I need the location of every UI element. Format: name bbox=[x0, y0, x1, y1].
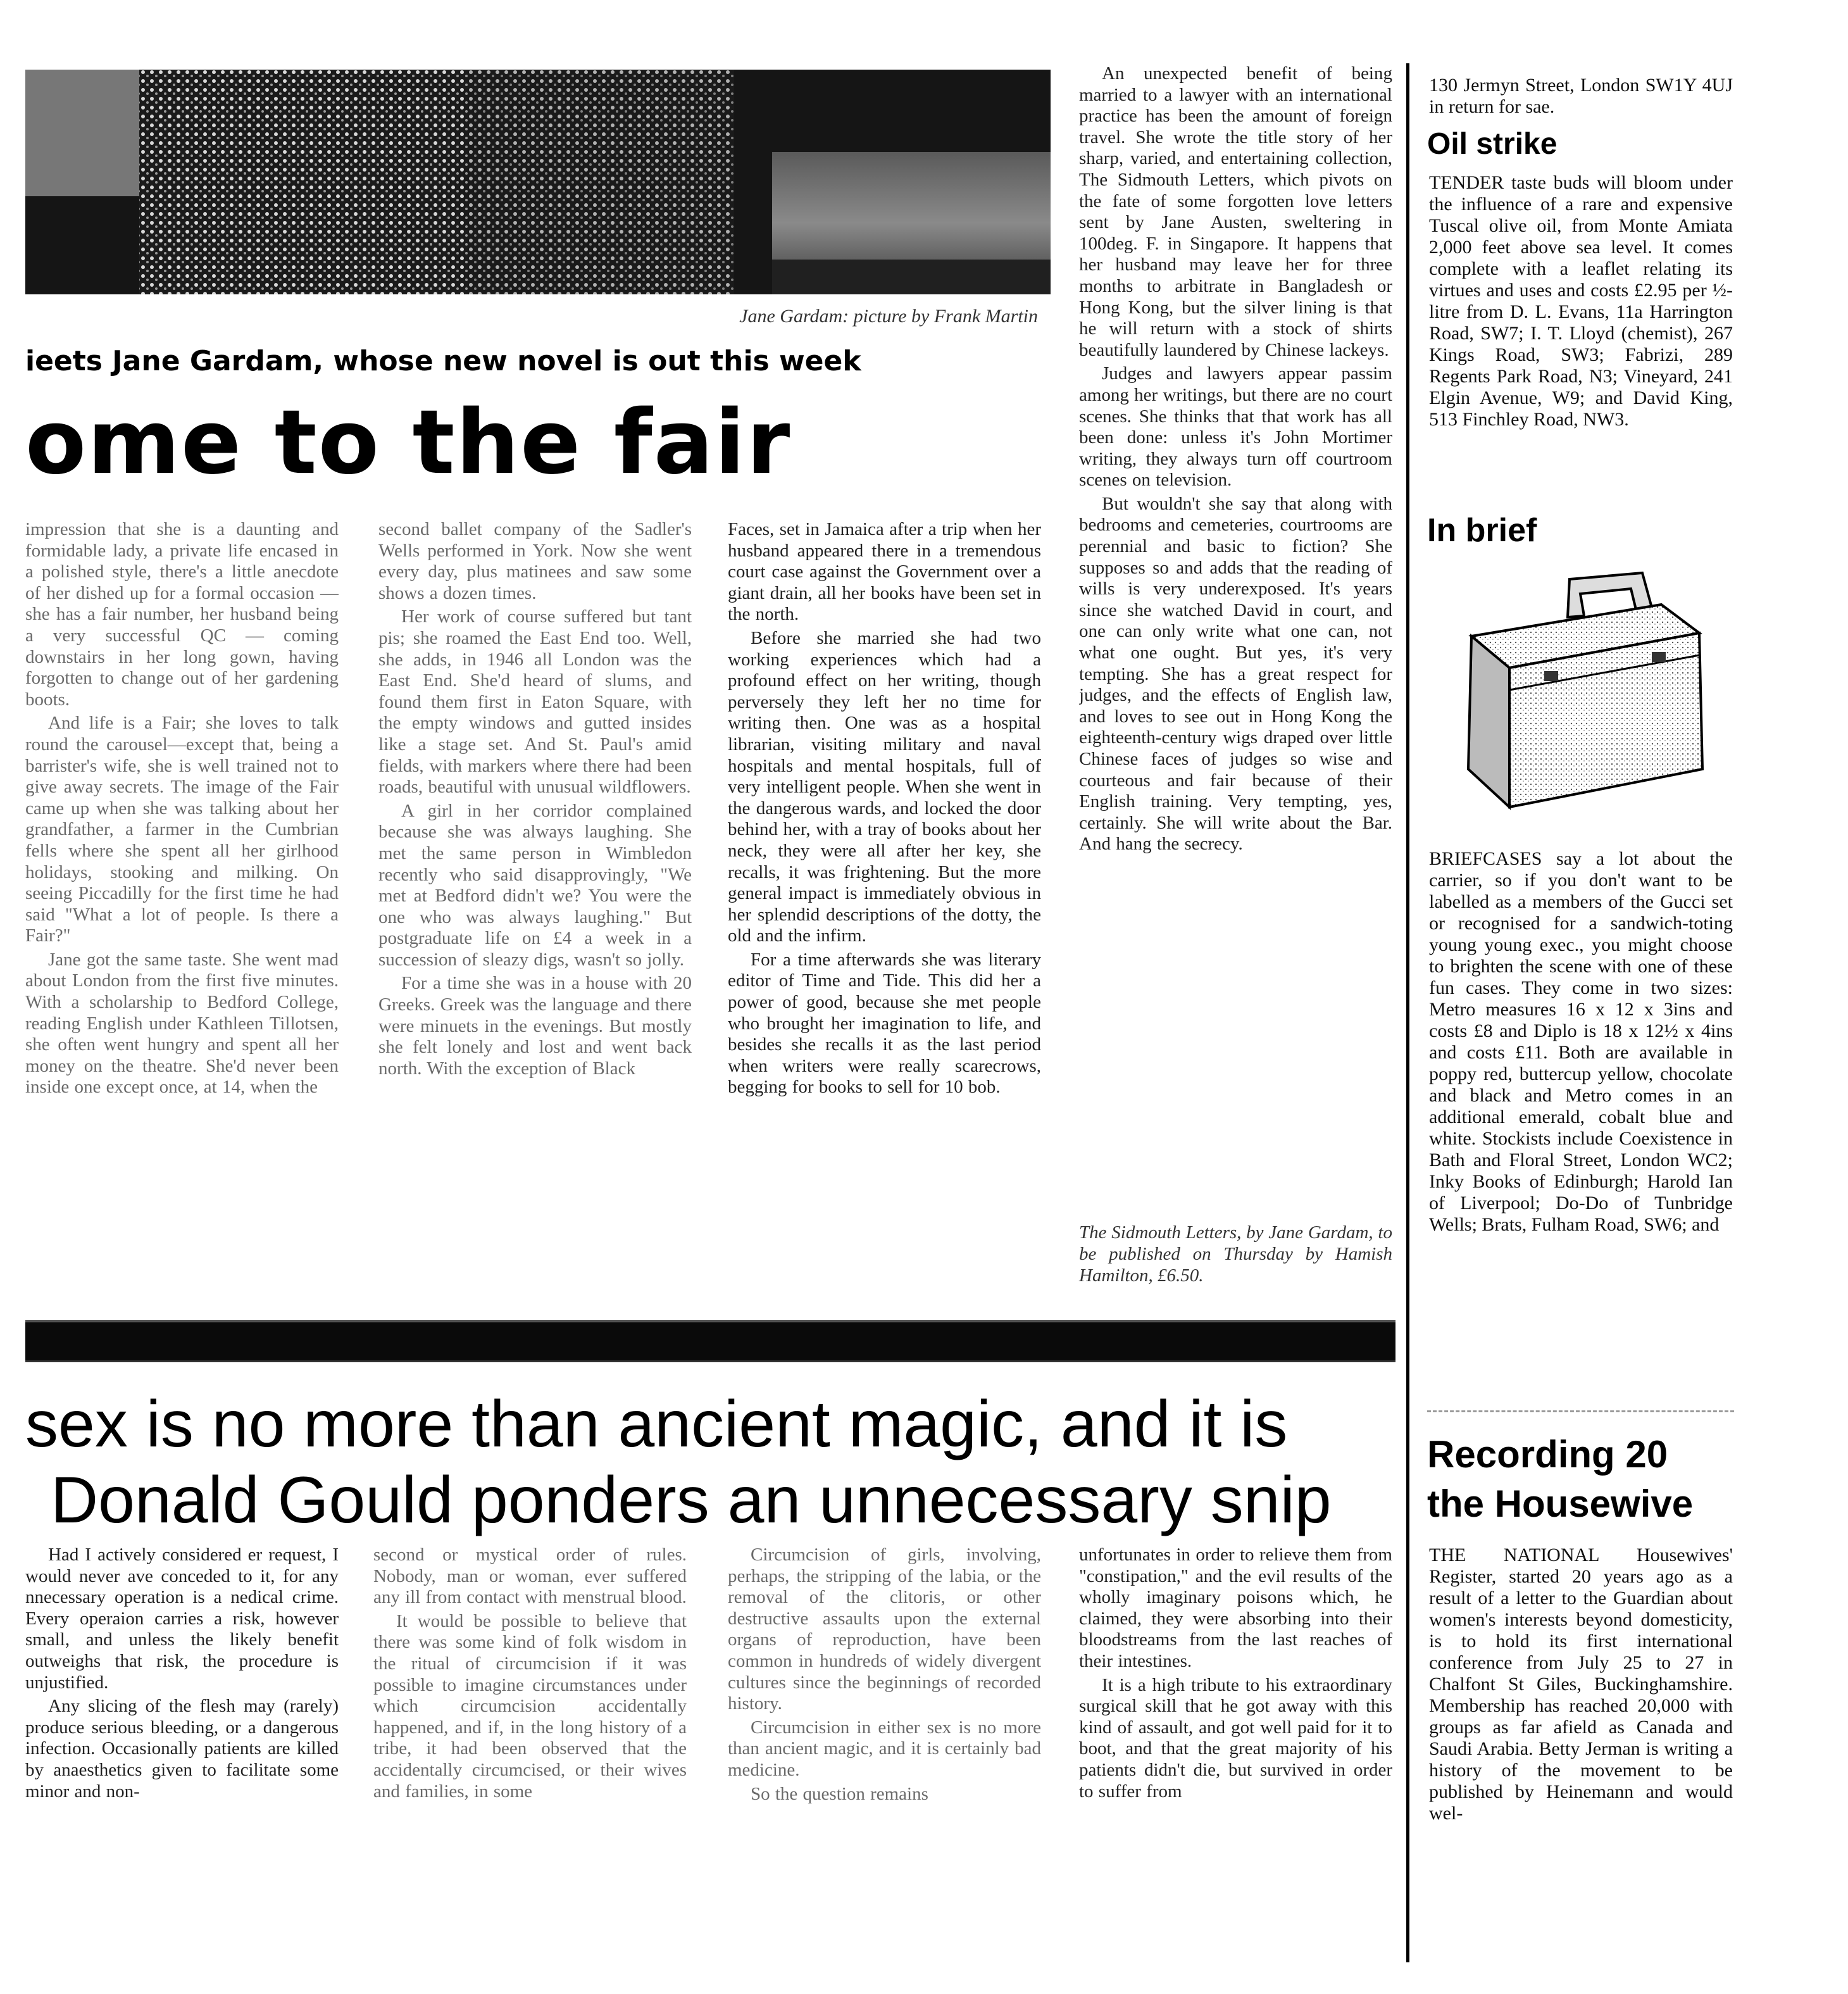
paragraph: Jane got the same taste. She went mad about London from the first five minutes. With a scholarship to Bedford College, reading English under Kathleen Tillotsen, she often went hungry and spent all her money on the theatre. She'd never been inside one except once, at 14, when the bbox=[25, 949, 339, 1098]
bottom-headline-1: sex is no more than ancient magic, and it is bbox=[25, 1388, 1288, 1461]
recording-heading-1: Recording 20 bbox=[1427, 1433, 1668, 1476]
oil-strike-text: TENDER taste buds will bloom under the influence of a rare and expensive Tuscal olive oil, from Monte Amiata 2,000 feet above sea level. It comes complete with a leaflet relating its virtues and uses and costs £2.95 per ½-litre from D. L. Evans, 11a Harrington Road, SW7; I. T. Lloyd (chemist), 267 Kings Road, SW3; Fabrizi, 289 Regents Park Road, N3; Vineyard, 241 Elgin Avenue, W9; and David King, 513 Finchley Road, NW3. bbox=[1429, 172, 1733, 430]
bottom-col-2 bbox=[373, 1545, 687, 1912]
paragraph: Any slicing of the flesh may (rarely) produce serious bleeding, or a dangerous infection. Occasionally patients are killed by anaesthetics given to facilitate some minor and non- bbox=[25, 1696, 339, 1802]
photo-texture bbox=[25, 70, 1051, 294]
paragraph: second or mystical order of rules. Nobody, man or woman, ever suffered any ill from contact with menstrual blood. bbox=[373, 1545, 687, 1608]
paragraph: It is a high tribute to his extraordinary surgical skill that he got away with this kind of assault, and got well paid for it to boot, and that the great majority of his patients didn't die, but survived in order to suffer from bbox=[1079, 1674, 1392, 1802]
oil-strike-heading: Oil strike bbox=[1427, 127, 1558, 161]
bottom-col-3 bbox=[728, 1545, 1041, 1912]
top-strap: ieets Jane Gardam, whose new novel is out this week bbox=[25, 345, 861, 377]
sidebar-top-lines: 130 Jermyn Street, London SW1Y 4UJ in return for sae. bbox=[1429, 75, 1733, 117]
top-col-1 bbox=[25, 519, 339, 1298]
paragraph: For a time she was in a house with 20 Greeks. Greek was the language and there were minuets in the evenings. But mostly she felt lonely and lost and went back north. With the exception of Black bbox=[378, 973, 692, 1079]
paragraph: For a time afterwards she was literary editor of Time and Tide. This did her a power of good, because she met people who brought her imagination to life, and besides she recalls it as the last period when writers were really scarecrows, begging for books to sell for 10 bob. bbox=[728, 949, 1041, 1098]
top-headline: ome to the fair bbox=[25, 391, 792, 494]
paragraph: Her work of course suffered but tant pis; she roamed the East End too. Well, she adds, in 1946 all London was the East End. She'd heard of slums, and found them first in Eaton Square, with the empty windows and gutted insides like a stage set. And St. Paul's amid fields, with markers where there had been roads, beautiful with unusual wildflowers. bbox=[378, 606, 692, 798]
paragraph: impression that she is a daunting and formidable lady, a private life encased in a polished style, there's a little anecdote of her dished up for a formal occasion — she has a fair number, her husband being a very successful QC — coming downstairs in her long gown, having forgotten to change out of her gardening boots. bbox=[25, 519, 339, 710]
paragraph: second ballet company of the Sadler's Wells performed in York. Now she went every day, plus matinees and saw some shows a dozen times. bbox=[378, 519, 692, 603]
recording-heading-2: the Housewive bbox=[1427, 1483, 1694, 1525]
paragraph: An unexpected benefit of being married to a lawyer with an international practice has been the amount of foreign travel. She wrote the title story of her sharp, varied, and entertaining collection, The Sidmouth Letters, which pivots on the fate of some forgotten love letters sent by Jane Austen, sweltering in 100deg. F. in Singapore. It happens that her husband may leave her for three months to arbitrate in Bangladesh or Hong Kong, but the silver lining is that he will return with a stock of shirts beautifully laundered by Chinese lackeys. bbox=[1079, 63, 1392, 360]
paragraph: So the question remains bbox=[751, 1783, 928, 1804]
top-photo bbox=[25, 70, 1051, 294]
in-brief-heading: In brief bbox=[1427, 512, 1537, 549]
column-rule bbox=[1406, 63, 1409, 1962]
paragraph: Judges and lawyers appear passim among her writings, but there are no court scenes. She thinks that that work has all been done: unless it's John Mortimer writing, they always turn off courtroom scenes on television. bbox=[1079, 363, 1392, 491]
book-credit: The Sidmouth Letters, by Jane Gardam, to be published on Thursday by Hamish Hamilton, £6.50. bbox=[1079, 1222, 1392, 1286]
paragraph: unfortunates in order to relieve them from "constipation," and the evil results of the wholly imaginary poisons which, he claimed, they were absorbing into their bloodstreams from the last reaches of their intestines. bbox=[1079, 1545, 1392, 1671]
briefcase-illustration bbox=[1433, 560, 1734, 826]
top-col-2 bbox=[378, 519, 692, 1298]
paragraph: It would be possible to believe that there was some kind of folk wisdom in the ritual of circumcision if it was possible to imagine circumstances under which circumcision accidentally happened, and if, in the long history of a tribe, it had been observed that the accidentally circumcised, or their wives and families, in some bbox=[373, 1610, 687, 1802]
paragraph: Circumcision in either sex is no more than ancient magic, and it is certainly bad medicine. bbox=[728, 1717, 1041, 1780]
sidebar-divider bbox=[1427, 1410, 1734, 1412]
paragraph: A girl in her corridor complained because she was always laughing. She met the same person in Wimbledon recently who said disapprovingly, "We met at Bedford didn't we? You were the one who was always laughing." But postgraduate life on £4 a week in a succession of sleazy digs, wasn't so jolly. bbox=[378, 800, 692, 970]
briefcase-icon bbox=[1433, 560, 1734, 826]
paragraph: And life is a Fair; she loves to talk round the carousel—except that, being a barrister's wife, she is well trained not to give away secrets. The image of the Fair came up when she was talking about her grandfather, a farmer in the Cumbrian fells where she spent all her girlhood holidays, stooking and milking. On seeing Piccadilly for the first time he had said "What a lot of people. Is there a Fair?" bbox=[25, 713, 339, 946]
paragraph: Circumcision of girls, involving, perhaps, the stripping of the labia, or the removal of the clitoris, or other destructive assaults upon the external organs of reproduction, have been common in hundreds of widely divergent cultures since the beginnings of recorded history. bbox=[728, 1545, 1041, 1714]
top-col-3 bbox=[728, 519, 1041, 1298]
in-brief-text: BRIEFCASES say a lot about the carrier, so if you don't want to be labelled as a members of the Gucci set or recognised for a sandwich-toting young young exec., you might choose to brighten the scene with one of these fun cases. They come in two sizes: Metro measures 16 x 12 x 3ins and costs £8 and Diplo is 18 x 12½ x 4ins and costs £11. Both are available in poppy red, buttercup yellow, chocolate and black and Metro comes in an additional emerald, cobalt blue and white. Stockists include Coexistence in Bath and Floral Street, London WC2; Inky Books of Edinburgh; Harold Ian of Liverpool; Do-Do of Tunbridge Wells; Brats, Fulham Road, SW6; and bbox=[1429, 848, 1733, 1235]
paragraph: Before she married she had two working experiences which had a profound effect on her writing, though perversely they left her no time for writing then. One was as a hospital librarian, visiting military and naval hospitals and mental hospitals, full of very intelligent people. When she went in the dangerous wards, and locked the door behind her, with a tray of books about her neck, they were all after her key, she recalls, it was frightening. But the more general impact is immediately obvious in her splendid descriptions of the dotty, the old and the infirm. bbox=[728, 627, 1041, 946]
photo-caption: Jane Gardam: picture by Frank Martin bbox=[739, 306, 1038, 327]
paragraph: Faces, set in Jamaica after a trip when her husband appeared there in a tremendous court case against the Government over a giant drain, all her books have been set in the north. bbox=[728, 519, 1041, 625]
bottom-headline-2: Donald Gould ponders an unnecessary snip bbox=[51, 1464, 1332, 1537]
paragraph: Had I actively considered er request, I would never ave conceded to it, for any nnecessary operation is a nedical crime. Every operaion carries a risk, however small, and unless the likely benefit outweighs that risk, the procedure is unjustified. bbox=[25, 1545, 339, 1693]
paragraph: But wouldn't she say that along with bedrooms and cemeteries, courtrooms are perennial and basic to fiction? She supposes so and adds that the reading of wills is very underexposed. It's years since she watched David in court, and one can only write what one can, not what one ought. But yes, it's very tempting. She has a great respect for judges, and the effects of English law, and loves to see out in Hong Kong the eighteenth-century wigs draped over little Chinese faces of judges so wise and courteous and fair because of their English training. Very tempting, yes, certainly. She will write about the Bar. And hang the secrecy. bbox=[1079, 493, 1392, 855]
top-col-4 bbox=[1079, 63, 1392, 1222]
bottom-col-4 bbox=[1079, 1545, 1392, 1912]
bottom-col-1 bbox=[25, 1545, 339, 1912]
recording-text: THE NATIONAL Housewives' Register, started 20 years ago as a result of a letter to the Guardian about women's interests beyond domesticity, is to hold its first international conference from July 25 to 27 in Chalfont St Giles, Buckinghamshire. Membership has reached 20,000 with groups as far afield as Canada and Saudi Arabia. Betty Jerman is writing a history of the movement to be published by Heinemann and would wel- bbox=[1429, 1545, 1733, 1824]
section-separator bbox=[25, 1320, 1395, 1362]
